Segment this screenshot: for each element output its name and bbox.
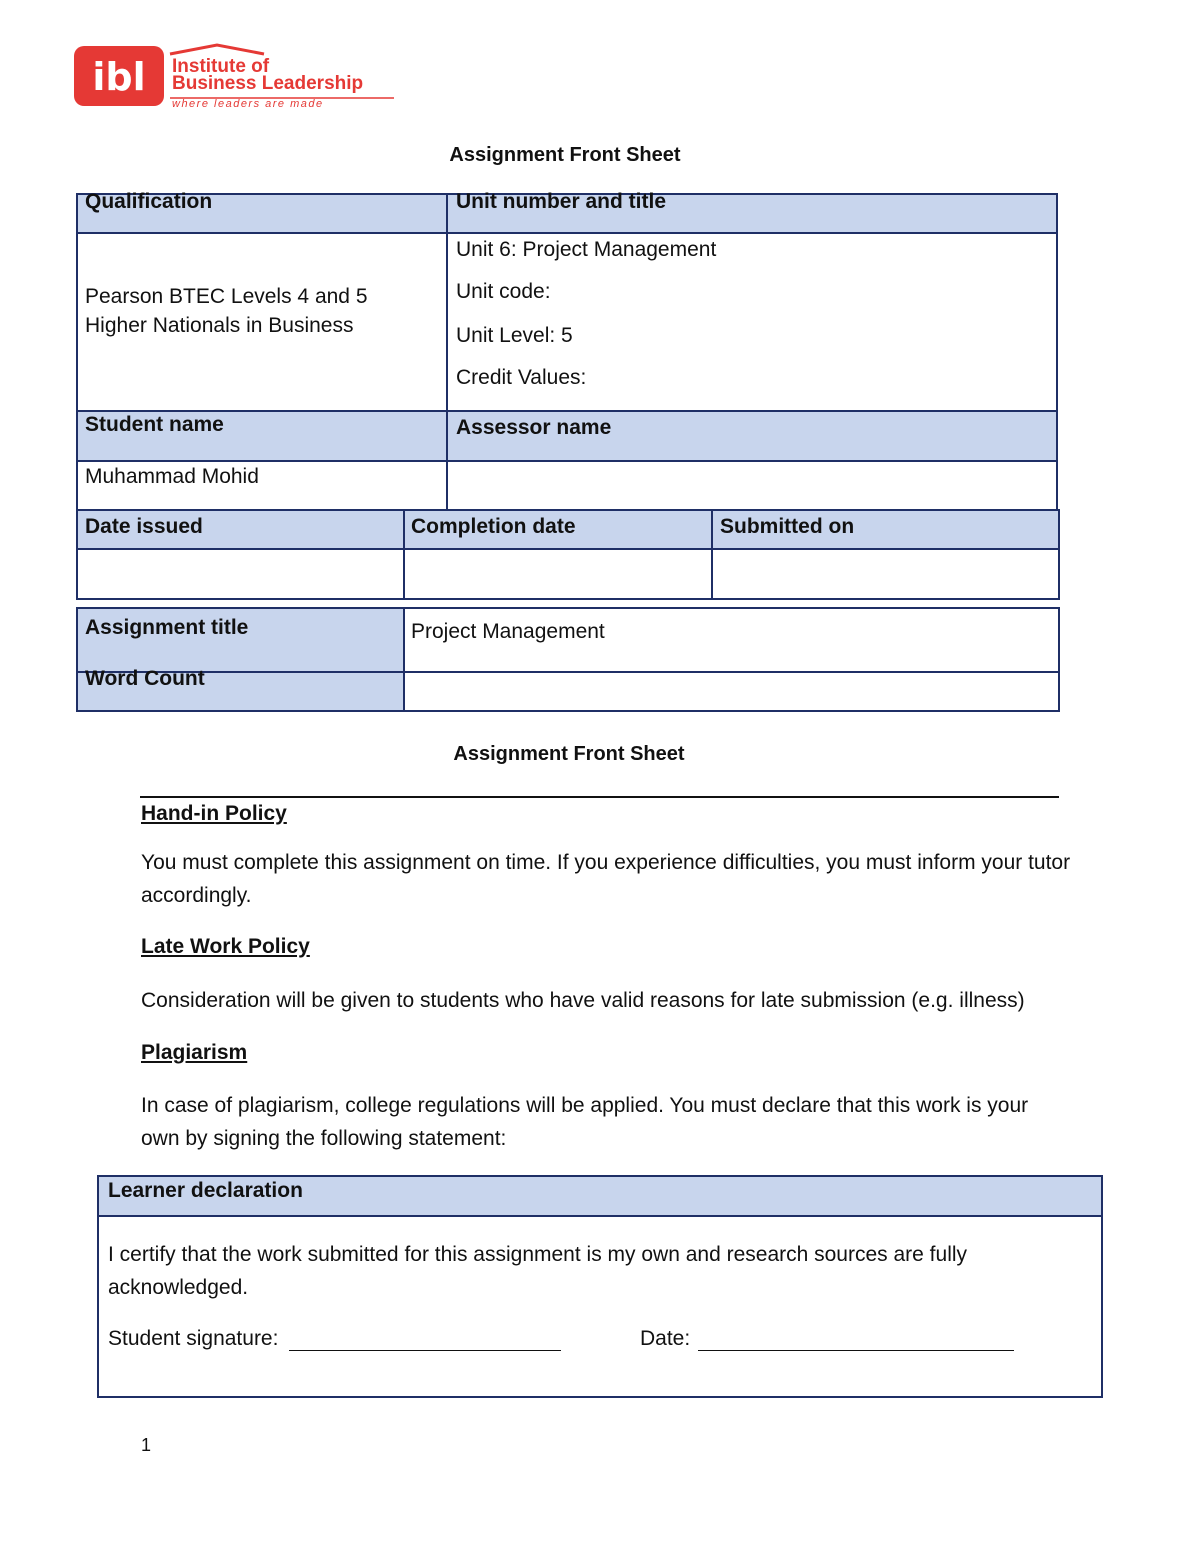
credit-values: Credit Values: — [456, 366, 587, 389]
policies-title: Assignment Front Sheet — [453, 743, 685, 765]
plagiarism-heading: Plagiarism — [141, 1041, 248, 1064]
declaration-date-line[interactable] — [698, 1350, 1014, 1351]
logo-tagline: where leaders are made — [172, 98, 324, 110]
declaration-text: I certify that the work submitted for this assignment is my own and research sources are fully acknowledged. — [108, 1243, 968, 1299]
logo-name-line1: Institute of — [172, 56, 270, 77]
student-signature-line[interactable] — [289, 1350, 561, 1351]
student-name-value: Muhammad Mohid — [85, 465, 259, 488]
late-work-policy-text: Consideration will be given to students who have valid reasons for late submission (e.g. illness) — [141, 989, 1025, 1012]
hand-in-policy-heading: Hand-in Policy — [141, 802, 287, 825]
word-count-label: Word Count — [85, 667, 205, 690]
page-number: 1 — [141, 1435, 152, 1455]
completion-date-label: Completion date — [411, 515, 576, 538]
declaration-date-label: Date: — [640, 1327, 691, 1350]
completion-date-value-cell — [403, 548, 713, 600]
institute-logo — [72, 42, 402, 112]
word-count-value-cell — [403, 671, 1060, 712]
plagiarism-text: In case of plagiarism, college regulations will be applied. You must declare that this work is your own by signing the following statement: — [141, 1094, 1029, 1150]
submitted-on-value-cell — [711, 548, 1060, 600]
page-title: Assignment Front Sheet — [449, 144, 681, 166]
logo-mark-text: ibl — [92, 55, 146, 99]
assessor-name-label: Assessor name — [456, 416, 612, 439]
unit-level: Unit Level: 5 — [456, 324, 573, 347]
unit-code: Unit code: — [456, 280, 551, 303]
logo-name-line2: Business Leadership — [172, 73, 364, 94]
unit-label: Unit number and title — [456, 190, 666, 213]
qualification-value: Pearson BTEC Levels 4 and 5 Higher Nationals in Business — [85, 285, 368, 337]
section-divider — [140, 796, 1059, 798]
qualification-label: Qualification — [85, 190, 213, 213]
student-signature-label: Student signature: — [108, 1327, 279, 1350]
submitted-on-label: Submitted on — [720, 515, 855, 538]
unit-title: Unit 6: Project Management — [456, 238, 717, 261]
assignment-title-value: Project Management — [411, 620, 605, 643]
assignment-title-label: Assignment title — [85, 616, 249, 639]
assessor-name-value-cell — [446, 460, 1058, 512]
late-work-policy-heading: Late Work Policy — [141, 935, 310, 958]
hand-in-policy-text: You must complete this assignment on time. If you experience difficulties, you must inform your tutor accordingly. — [141, 851, 1071, 907]
date-issued-value-cell — [76, 548, 405, 600]
student-name-label: Student name — [85, 413, 224, 436]
date-issued-label: Date issued — [85, 515, 203, 538]
declaration-label: Learner declaration — [108, 1179, 303, 1202]
